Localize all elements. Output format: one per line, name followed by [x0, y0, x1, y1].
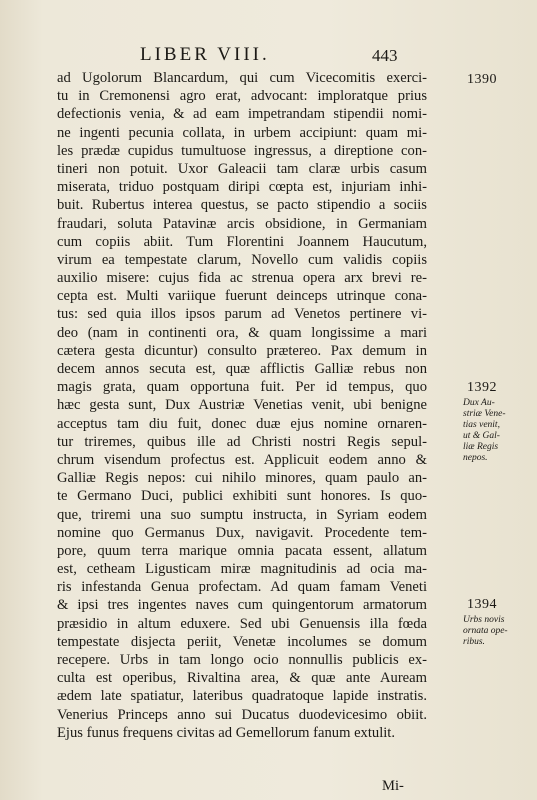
- margin-note-line: ornata ope-: [463, 626, 508, 636]
- text-line: pore, quum terra marique omnia pacata essent, allatum: [57, 542, 427, 559]
- text-line: Venerius Princeps anno sui Ducatus duodevicesimo obiit.: [57, 706, 427, 723]
- margin-note-line: ut & Gal-: [463, 431, 500, 441]
- margin-note-line: ribus.: [463, 637, 485, 647]
- text-line: virum ea tempestate clarum, Novello cum validis copiis: [57, 251, 427, 268]
- text-line: ædem late spatiatur, lateribus quadratoque lapide instratis.: [57, 688, 427, 705]
- running-title: LIBER VIII.: [140, 44, 270, 65]
- catchword: Mi-: [382, 778, 404, 794]
- margin-year-1390: 1390: [467, 72, 497, 87]
- text-line: præsidio in altum eduxere. Sed ubi Genuensis illa fœda: [57, 615, 427, 632]
- text-line: tempestate disjecta periit, Venetæ incolumes se domum: [57, 633, 427, 650]
- text-line: hæc gesta sunt, Dux Austriæ Venetias venit, ubi benigne: [57, 397, 427, 414]
- body-text: [57, 69, 427, 742]
- margin-note-line: tias venit,: [463, 420, 500, 430]
- margin-note-line: liæ Regis: [463, 442, 499, 452]
- running-head: [0, 44, 537, 70]
- text-line: que, triremi una suo sumptu instructa, in Syriam eodem: [57, 506, 427, 523]
- text-line: buit. Rubertus interea questus, se pacto stipendio a sociis: [57, 197, 427, 214]
- text-line: magis grata, quam opportuna fuit. Per id tempus, quo: [57, 379, 427, 396]
- text-line: decem annos secuta est, quæ afflictis Galliæ rebus non: [57, 361, 427, 377]
- text-line: deo (nam in continenti ora, & quam longissime a mari: [57, 324, 427, 341]
- text-line: ris infestanda Genua profectam. Ad quam famam Veneti: [57, 579, 427, 596]
- text-line: est, cetheam Ligusticam miræ magnitudinis ad ocia ma-: [57, 561, 427, 578]
- text-line: & ipsi tres ingentes naves cum quingentorum armatorum: [57, 597, 427, 614]
- text-line: cepta est. Multi variique fuerunt deinceps utrinque cona-: [57, 288, 427, 305]
- page-number: 443: [372, 46, 398, 65]
- text-line: te Germano Duci, publici exhibiti sunt honores. Is quo-: [57, 488, 427, 505]
- text-line: chrum visendum profectus est. Applicuit eodem anno &: [57, 451, 427, 468]
- text-line: recepere. Urbs in tam longo ocio nonnullis publicis ex-: [57, 652, 427, 668]
- text-line: tineri non potuit. Uxor Galeacii tam claræ urbis casum: [57, 160, 427, 177]
- text-line: tu in Cremonensi agro erat, advocant: imploratque prius: [57, 88, 427, 105]
- margin-note-line: nepos.: [463, 453, 488, 463]
- margin-note-line: striæ Vene-: [463, 409, 506, 419]
- text-line: culta est operibus, Rivaltina area, & quæ ante Auream: [57, 670, 427, 687]
- margin-note-line: Dux Au-: [463, 398, 495, 408]
- text-line: nomine quo Germanus Dux, navigavit. Procedente tem-: [57, 524, 427, 541]
- margin-note-dux-austriae: [463, 398, 505, 464]
- text-line: defectionis venia, & ad eam impetrandam stipendii nomi-: [57, 106, 427, 123]
- margin-note-line: Urbs novis: [463, 615, 505, 625]
- text-line: miserata, triduo postquam diripi cœpta est, injuriam inhi-: [57, 179, 427, 196]
- text-line: acceptus tam diu fuit, donec duæ ejus nomine ornaren-: [57, 415, 427, 432]
- text-line: Galliæ Regis nepos: cui nihilo minores, quam paulo an-: [57, 470, 427, 487]
- text-line: fraudari, soluta Patavinæ arcis obsidione, in Germaniam: [57, 215, 427, 232]
- text-line: les prædæ cupidus tumultuose ingressus, a direptione con-: [57, 142, 427, 159]
- text-line: auxilio misere: cujus fida ac strenua opera arx brevi re-: [57, 270, 427, 287]
- text-line: tus: sed quia illos ipsos parum ad Venetos pertinere vi-: [57, 306, 427, 323]
- text-line: cætera gesta dicuntur) consulto prætereo. Pax demum in: [57, 342, 427, 359]
- text-line: ad Ugolorum Blancardum, qui cum Vicecomitis exerci-: [57, 70, 427, 86]
- text-line: Ejus funus frequens civitas ad Gemellorum fanum extulit.: [57, 724, 396, 741]
- text-line: tur triremes, quibus ille ad Christi nostri Regis sepul-: [57, 433, 427, 450]
- margin-note-urbs-novis: [463, 615, 508, 648]
- text-line: ne ingenti pecunia collata, in urbem accipiunt: quam mi-: [57, 124, 427, 141]
- margin-year-1392: 1392: [467, 380, 497, 395]
- text-line: cum copiis abiit. Tum Florentini Joannem Haucutum,: [57, 233, 427, 250]
- margin-year-1394: 1394: [467, 597, 497, 612]
